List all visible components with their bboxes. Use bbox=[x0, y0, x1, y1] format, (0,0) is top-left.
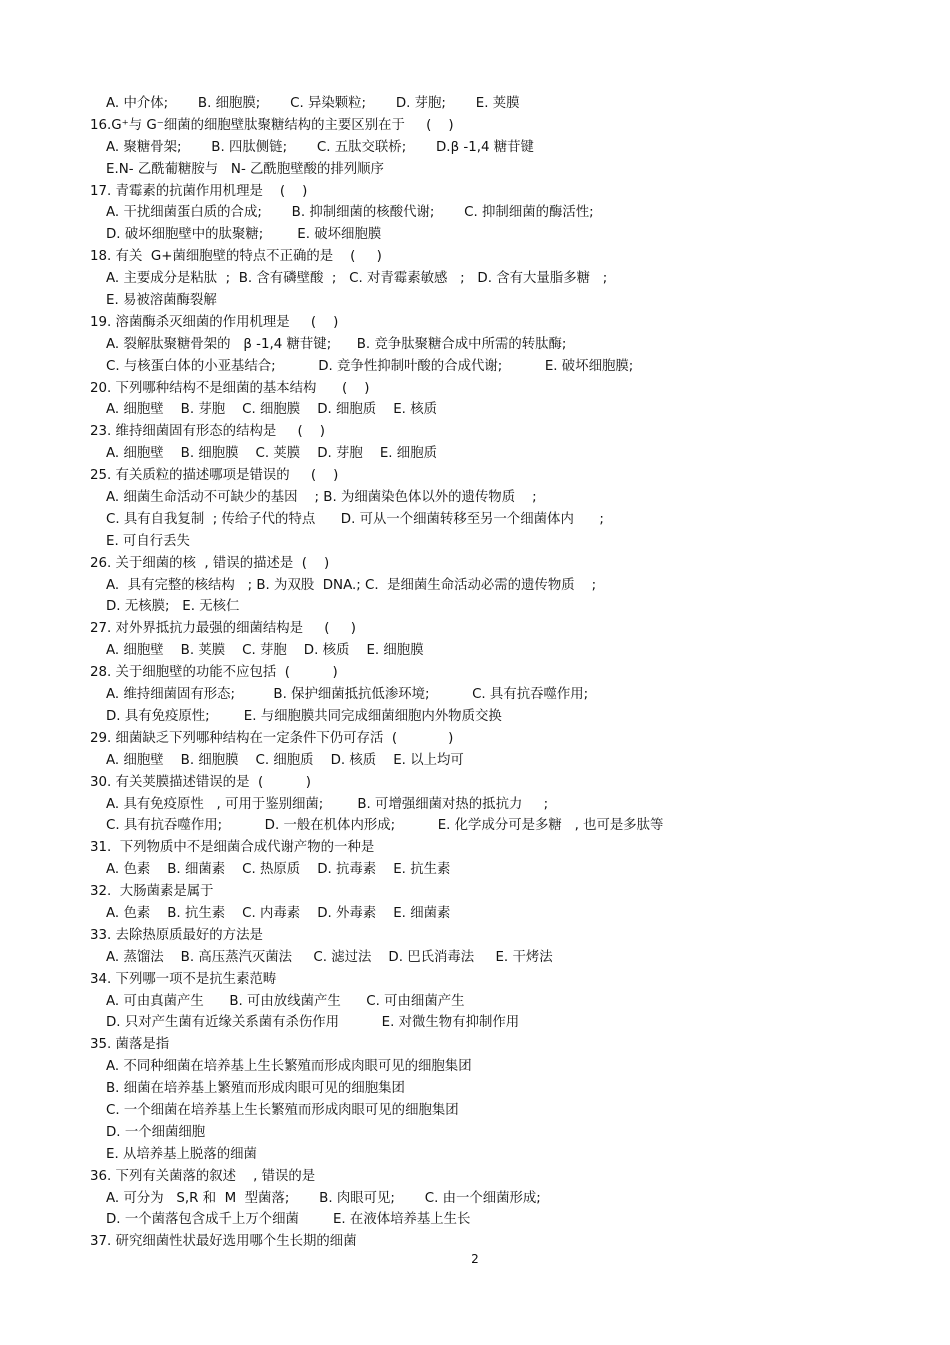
option-line: A. 细胞壁 B. 芽胞 C. 细胞膜 D. 细胞质 E. 核质 bbox=[106, 402, 437, 418]
question-text: 29. 细菌缺乏下列哪种结构在一定条件下仍可存活 ( ) bbox=[90, 730, 454, 746]
question-text: 19. 溶菌酶杀灭细菌的作用机理是 ( ) bbox=[90, 314, 339, 330]
question-text: 25. 有关质粒的描述哪项是错误的 ( ) bbox=[90, 468, 339, 484]
option-line: A. 不同种细菌在培养基上生长繁殖而形成肉眼可见的细胞集团 bbox=[106, 1059, 472, 1075]
option-line: E. 从培养基上脱落的细菌 bbox=[106, 1146, 257, 1162]
question-text: 31. 下列物质中不是细菌合成代谢产物的一种是 bbox=[90, 840, 375, 856]
question-text: 36. 下列有关菌落的叙述 , 错误的是 bbox=[90, 1168, 316, 1184]
option-line: A. 细胞壁 B. 细胞膜 C. 荚膜 D. 芽胞 E. 细胞质 bbox=[106, 446, 437, 462]
option-line: A. 可由真菌产生 B. 可由放线菌产生 C. 可由细菌产生 bbox=[106, 993, 465, 1009]
question-text: 17. 青霉素的抗菌作用机理是 ( ) bbox=[90, 183, 308, 199]
option-line: E. 可自行丢失 bbox=[106, 533, 190, 549]
question-text: 33. 去除热原质最好的方法是 bbox=[90, 927, 263, 943]
option-line: D. 一个菌落包含成千上万个细菌 E. 在液体培养基上生长 bbox=[106, 1212, 471, 1228]
question-text: 18. 有关 G+菌细胞壁的特点不正确的是 ( ) bbox=[90, 249, 382, 265]
option-line: D. 具有免疫原性; E. 与细胞膜共同完成细菌细胞内外物质交换 bbox=[106, 708, 502, 724]
option-line: A. 干扰细菌蛋白质的合成; B. 抑制细菌的核酸代谢; C. 抑制细菌的酶活性; bbox=[106, 205, 594, 221]
option-line: E. 易被溶菌酶裂解 bbox=[106, 293, 217, 309]
option-line: C. 一个细菌在培养基上生长繁殖而形成肉眼可见的细胞集团 bbox=[106, 1102, 459, 1118]
option-line: A. 具有完整的核结构 ; B. 为双股 DNA.; C. 是细菌生命活动必需的遗传物质 ; bbox=[106, 577, 597, 593]
option-line: A. 维持细菌固有形态; B. 保护细菌抵抗低渗环境; C. 具有抗吞噬作用; bbox=[106, 687, 589, 703]
question-text: 35. 菌落是指 bbox=[90, 1037, 170, 1053]
question-text: 27. 对外界抵抗力最强的细菌结构是 ( ) bbox=[90, 621, 357, 637]
option-line: A. 裂解肽聚糖骨架的 β -1,4 糖苷键; B. 竞争肽聚糖合成中所需的转肽酶; bbox=[106, 336, 567, 352]
option-line: A. 具有免疫原性 , 可用于鉴别细菌; B. 可增强细菌对热的抵抗力 ; bbox=[106, 796, 549, 812]
option-line: A. 聚糖骨架; B. 四肽侧链; C. 五肽交联桥; D.β -1,4 糖苷键 bbox=[106, 139, 534, 155]
question-text: 23. 维持细菌固有形态的结构是 ( ) bbox=[90, 424, 325, 440]
question-text: 37. 研究细菌性状最好选用哪个生长期的细菌 bbox=[90, 1234, 357, 1250]
option-line: A. 细菌生命活动不可缺少的基因 ; B. 为细菌染色体以外的遗传物质 ; bbox=[106, 490, 537, 506]
option-line: A. 色素 B. 细菌素 C. 热原质 D. 抗毒素 E. 抗生素 bbox=[106, 862, 451, 878]
question-text: 26. 关于细菌的核 , 错误的描述是 ( ) bbox=[90, 555, 330, 571]
option-line: C. 具有自我复制 ; 传给子代的特点 D. 可从一个细菌转移至另一个细菌体内 ; bbox=[106, 511, 604, 527]
question-text: 16.G⁺与 G⁻细菌的细胞壁肽聚糖结构的主要区别在于 ( ) bbox=[90, 117, 454, 133]
option-line: D. 破坏细胞壁中的肽聚糖; E. 破坏细胞膜 bbox=[106, 227, 382, 243]
option-line: A. 细胞壁 B. 荚膜 C. 芽胞 D. 核质 E. 细胞膜 bbox=[106, 643, 424, 659]
question-text: 20. 下列哪种结构不是细菌的基本结构 ( ) bbox=[90, 380, 370, 396]
option-line: D. 无核膜; E. 无核仁 bbox=[106, 599, 240, 615]
option-line: D. 只对产生菌有近缘关系菌有杀伤作用 E. 对微生物有抑制作用 bbox=[106, 1015, 520, 1031]
option-line: A. 可分为 S,R 和 M 型菌落; B. 肉眼可见; C. 由一个细菌形成; bbox=[106, 1190, 541, 1206]
option-line: C. 具有抗吞噬作用; D. 一般在机体内形成; E. 化学成分可是多糖 , 也可是多肽等 bbox=[106, 818, 664, 834]
option-line: A. 色素 B. 抗生素 C. 内毒素 D. 外毒素 E. 细菌素 bbox=[106, 905, 451, 921]
question-text: 28. 关于细胞壁的功能不应包括 ( ) bbox=[90, 665, 338, 681]
question-list bbox=[90, 93, 890, 1253]
question-text: 30. 有关荚膜描述错误的是 ( ) bbox=[90, 774, 311, 790]
option-line: A. 中介体; B. 细胞膜; C. 异染颗粒; D. 芽胞; E. 荚膜 bbox=[106, 96, 520, 111]
option-line: C. 与核蛋白体的小亚基结合; D. 竞争性抑制叶酸的合成代谢; E. 破坏细胞膜; bbox=[106, 358, 634, 374]
page-number: 2 bbox=[471, 1252, 479, 1266]
option-line: E.N- 乙酰葡糖胺与 N- 乙酰胞壁酸的排列顺序 bbox=[106, 161, 384, 177]
option-line: B. 细菌在培养基上繁殖而形成肉眼可见的细胞集团 bbox=[106, 1081, 405, 1097]
option-line: D. 一个细菌细胞 bbox=[106, 1124, 206, 1140]
option-line: A. 蒸馏法 B. 高压蒸汽灭菌法 C. 滤过法 D. 巴氏消毒法 E. 干烤法 bbox=[106, 949, 553, 965]
option-line: A. 主要成分是粘肽 ; B. 含有磷壁酸 ; C. 对青霉素敏感 ; D. 含有大量脂多糖 ; bbox=[106, 271, 608, 287]
option-line: A. 细胞壁 B. 细胞膜 C. 细胞质 D. 核质 E. 以上均可 bbox=[106, 752, 464, 768]
question-text: 34. 下列哪一项不是抗生素范畴 bbox=[90, 971, 277, 987]
question-text: 32. 大肠菌素是属于 bbox=[90, 884, 214, 900]
